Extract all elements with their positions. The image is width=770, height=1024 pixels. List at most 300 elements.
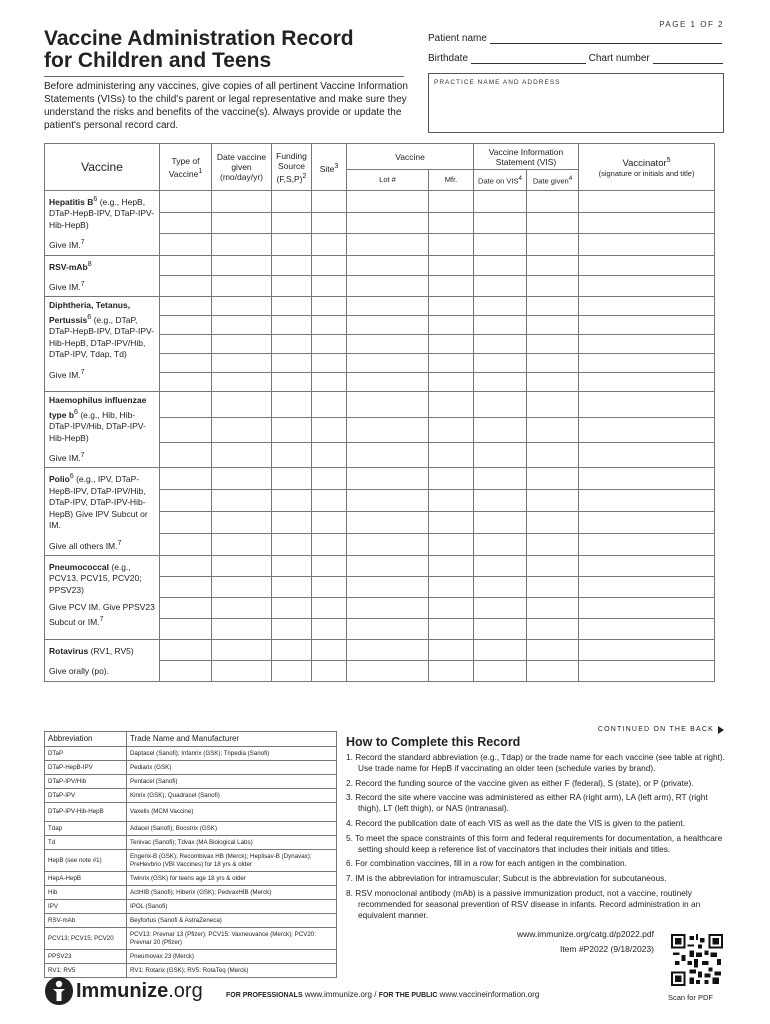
abbr-trade-name: Daptacel (Sanofi); Infanrix (GSK); Tripedia (Sanofi) xyxy=(127,747,337,761)
entry-cell[interactable] xyxy=(527,490,579,512)
entry-cell[interactable] xyxy=(312,556,347,577)
entry-cell[interactable] xyxy=(474,316,527,335)
entry-cell[interactable] xyxy=(429,316,474,335)
entry-cell[interactable] xyxy=(347,392,429,417)
entry-cell[interactable] xyxy=(312,598,347,619)
entry-cell[interactable] xyxy=(212,373,272,392)
entry-cell[interactable] xyxy=(474,490,527,512)
entry-cell[interactable] xyxy=(312,640,347,661)
entry-cell[interactable] xyxy=(429,234,474,256)
abbr-row xyxy=(45,761,337,775)
abbr-trade-name: IPOL (Sanofi) xyxy=(127,900,337,914)
entry-cell[interactable] xyxy=(160,316,212,335)
entry-cell[interactable] xyxy=(579,490,715,512)
entry-cell[interactable] xyxy=(579,335,715,354)
entry-cell[interactable] xyxy=(347,297,429,316)
vaccine-entry-row xyxy=(45,468,715,490)
entry-cell[interactable] xyxy=(429,255,474,276)
entry-cell[interactable] xyxy=(579,577,715,598)
abbr-row xyxy=(45,872,337,886)
pdf-url[interactable]: www.immunize.org/catg.d/p2022.pdf xyxy=(516,929,654,939)
entry-cell[interactable] xyxy=(527,512,579,534)
entry-cell[interactable] xyxy=(579,619,715,640)
entry-cell[interactable] xyxy=(160,191,212,213)
abbr-row xyxy=(45,886,337,900)
entry-cell[interactable] xyxy=(474,191,527,213)
entry-cell[interactable] xyxy=(474,255,527,276)
entry-cell[interactable] xyxy=(160,417,212,442)
entry-cell[interactable] xyxy=(312,191,347,213)
abbr-row xyxy=(45,836,337,850)
entry-cell[interactable] xyxy=(474,534,527,556)
entry-cell[interactable] xyxy=(312,276,347,297)
howto-title: How to Complete this Record xyxy=(346,735,521,749)
entry-cell[interactable] xyxy=(527,354,579,373)
entry-cell[interactable] xyxy=(474,373,527,392)
entry-cell[interactable] xyxy=(272,392,312,417)
entry-cell[interactable] xyxy=(347,212,429,234)
entry-cell[interactable] xyxy=(160,255,212,276)
entry-cell[interactable] xyxy=(212,417,272,442)
entry-cell[interactable] xyxy=(160,354,212,373)
patient-name-field[interactable] xyxy=(428,33,722,44)
header-date-given: Date vaccine given (mo/day/yr) xyxy=(212,144,272,191)
header-vaccine-group: Vaccine xyxy=(347,144,474,170)
entry-cell[interactable] xyxy=(312,660,347,681)
abbreviation-rows xyxy=(45,747,337,978)
entry-cell[interactable] xyxy=(212,191,272,213)
instruction-step: 5. To meet the space constraints of this form and federal requirements for documentation, a healthcare setting should keep a reference list of vaccinators that includes their initials and titles. xyxy=(346,832,723,854)
entry-cell[interactable] xyxy=(579,392,715,417)
entry-cell[interactable] xyxy=(272,234,312,256)
entry-cell[interactable] xyxy=(272,577,312,598)
entry-cell[interactable] xyxy=(160,556,212,577)
abbr-row xyxy=(45,775,337,789)
entry-cell[interactable] xyxy=(312,443,347,468)
entry-cell[interactable] xyxy=(160,490,212,512)
entry-cell[interactable] xyxy=(347,373,429,392)
header-site: Site$^3$ xyxy=(312,144,347,191)
entry-cell[interactable] xyxy=(527,373,579,392)
entry-cell[interactable] xyxy=(272,468,312,490)
entry-cell[interactable] xyxy=(160,373,212,392)
abbr-code: Td xyxy=(45,836,127,850)
instruction-step: 2. Record the funding source of the vaccine given as either F (federal), S (state), or P (private). xyxy=(346,777,694,788)
entry-cell[interactable] xyxy=(579,316,715,335)
entry-cell[interactable] xyxy=(347,490,429,512)
entry-cell[interactable] xyxy=(312,373,347,392)
entry-cell[interactable] xyxy=(527,276,579,297)
entry-cell[interactable] xyxy=(272,660,312,681)
entry-cell[interactable] xyxy=(347,276,429,297)
entry-cell[interactable] xyxy=(474,660,527,681)
vaccine-detail: (RV1, RV5) xyxy=(90,645,134,656)
entry-cell[interactable] xyxy=(527,234,579,256)
entry-cell[interactable] xyxy=(272,335,312,354)
entry-cell[interactable] xyxy=(579,276,715,297)
entry-cell[interactable] xyxy=(429,468,474,490)
entry-cell[interactable] xyxy=(429,660,474,681)
entry-cell[interactable] xyxy=(527,417,579,442)
vaccine-name-cell: RSV-mAb$^8$ Give IM.$^7$ xyxy=(45,255,160,297)
entry-cell[interactable] xyxy=(347,598,429,619)
entry-cell[interactable] xyxy=(160,212,212,234)
vaccine-name-cell: Polio$^6$ (e.g., IPV, DTaP-HepB-IPV, DTaP-IPV/Hib, DTaP-IPV, DTaP-IPV-Hib-HepB) Give IPV Subcut or IM. Give all others IM.$^7$ xyxy=(45,468,160,556)
footer-links: FOR PROFESSIONALS www.immunize.org / FOR THE PUBLIC www.vaccineinformation.org xyxy=(226,990,540,999)
entry-cell[interactable] xyxy=(160,392,212,417)
entry-cell[interactable] xyxy=(527,640,579,661)
abbr-code: DTaP-HepB-IPV xyxy=(45,761,127,775)
entry-cell[interactable] xyxy=(579,255,715,276)
entry-cell[interactable] xyxy=(527,443,579,468)
entry-cell[interactable] xyxy=(429,354,474,373)
entry-cell[interactable] xyxy=(579,640,715,661)
entry-cell[interactable] xyxy=(272,640,312,661)
abbr-trade-name: Adacel (Sanofi); Boostrix (GSK) xyxy=(127,822,337,836)
vaccine-give-route: Give IM.$^7$ xyxy=(49,238,85,251)
abbr-code: DTaP-IPV/Hib xyxy=(45,775,127,789)
entry-cell[interactable] xyxy=(429,335,474,354)
entry-cell[interactable] xyxy=(312,354,347,373)
vaccine-name-cell xyxy=(45,640,160,682)
entry-cell[interactable] xyxy=(579,191,715,213)
abbr-trade-name: Vaxelis (MCM Vaccine) xyxy=(127,803,337,822)
entry-cell[interactable] xyxy=(312,234,347,256)
vaccine-detail: (e.g., HepB, DTaP-HepB-IPV, DTaP-IPV-Hib-HepB) xyxy=(49,196,155,230)
entry-cell[interactable] xyxy=(272,417,312,442)
vaccine-detail: (e.g., PCV13, PCV15, PCV20; PPSV23) xyxy=(49,561,142,595)
entry-cell[interactable] xyxy=(212,468,272,490)
entry-cell[interactable] xyxy=(429,191,474,213)
entry-cell[interactable] xyxy=(212,212,272,234)
page-number: PAGE 1 OF 2 xyxy=(659,20,724,29)
entry-cell[interactable] xyxy=(347,534,429,556)
entry-cell[interactable] xyxy=(160,640,212,661)
vaccine-detail: (e.g., DTaP, DTaP-HepB-IPV, DTaP-IPV-Hib-HepB, DTaP-IPV/Hib, DTaP-IPV, Tdap, Td) xyxy=(49,314,155,360)
entry-cell[interactable] xyxy=(272,534,312,556)
entry-cell[interactable] xyxy=(160,297,212,316)
entry-cell[interactable] xyxy=(312,577,347,598)
entry-cell[interactable] xyxy=(272,443,312,468)
abbr-row xyxy=(45,822,337,836)
abbr-row xyxy=(45,914,337,928)
entry-cell[interactable] xyxy=(527,392,579,417)
header-vaccine: Vaccine xyxy=(45,144,160,191)
entry-cell[interactable] xyxy=(429,443,474,468)
vaccine-entry-row xyxy=(45,191,715,213)
entry-cell[interactable] xyxy=(312,335,347,354)
entry-cell[interactable] xyxy=(272,276,312,297)
entry-cell[interactable] xyxy=(474,417,527,442)
entry-cell[interactable] xyxy=(429,490,474,512)
entry-cell[interactable] xyxy=(212,512,272,534)
entry-cell[interactable] xyxy=(347,619,429,640)
entry-cell[interactable] xyxy=(474,212,527,234)
abbr-trade-name: Pneumovax 23 (Merck) xyxy=(127,950,337,964)
entry-cell[interactable] xyxy=(312,490,347,512)
entry-cell[interactable] xyxy=(347,335,429,354)
header-type: Type of Vaccine$^1$ xyxy=(160,144,212,191)
intro-text: Before administering any vaccines, give copies of all pertinent Vaccine Information Statements (VISs) to the child's parent or legal representative and make sure they understand the risks and benefits of the vaccine(s). Always provide or update the patient's personal record card. xyxy=(44,81,408,131)
entry-cell[interactable] xyxy=(429,297,474,316)
instruction-step: 3. Record the site where vaccine was administered as either RA (right arm), LA (left arm), RT (right thigh), LT (left thigh), or NAS (intranasal). xyxy=(346,792,708,814)
header-mfr: Mfr. xyxy=(429,170,474,191)
entry-cell[interactable] xyxy=(429,534,474,556)
entry-cell[interactable] xyxy=(474,335,527,354)
abbr-trade-name: RV1: Rotarix (GSK); RV5: RotaTeq (Merck) xyxy=(127,964,337,978)
entry-cell[interactable] xyxy=(160,468,212,490)
entry-cell[interactable] xyxy=(347,660,429,681)
entry-cell[interactable] xyxy=(160,577,212,598)
entry-cell[interactable] xyxy=(160,443,212,468)
entry-cell[interactable] xyxy=(474,468,527,490)
entry-cell[interactable] xyxy=(212,297,272,316)
entry-cell[interactable] xyxy=(272,619,312,640)
header-lot: Lot # xyxy=(347,170,429,191)
entry-cell[interactable] xyxy=(579,534,715,556)
entry-cell[interactable] xyxy=(429,619,474,640)
entry-cell[interactable] xyxy=(527,191,579,213)
birthdate-field[interactable] xyxy=(428,53,723,64)
abbr-header-trade-name: Trade Name and Manufacturer xyxy=(127,732,337,747)
practice-label: PRACTICE NAME AND ADDRESS xyxy=(434,79,561,86)
entry-cell[interactable] xyxy=(474,512,527,534)
entry-cell[interactable] xyxy=(312,619,347,640)
entry-cell[interactable] xyxy=(212,660,272,681)
entry-cell[interactable] xyxy=(474,443,527,468)
entry-cell[interactable] xyxy=(312,417,347,442)
entry-cell[interactable] xyxy=(527,534,579,556)
patient-name-line[interactable] xyxy=(490,33,722,44)
entry-cell[interactable] xyxy=(272,373,312,392)
vaccine-give-route: Give IM.$^7$ xyxy=(49,367,85,380)
abbr-trade-name: Tenivac (Sanofi); Tdvax (MA Biological Labs) xyxy=(127,836,337,850)
public-link[interactable]: www.vaccineinformation.org xyxy=(439,990,540,999)
abbr-code: DTaP-IPV-Hib-HepB xyxy=(45,803,127,822)
abbr-row xyxy=(45,850,337,872)
entry-cell[interactable] xyxy=(347,443,429,468)
entry-cell[interactable] xyxy=(429,556,474,577)
abbr-trade-name: Kinrix (GSK); Quadracel (Sanofi) xyxy=(127,789,337,803)
entry-cell[interactable] xyxy=(429,212,474,234)
patient-name-label: Patient name xyxy=(428,33,487,44)
entry-cell[interactable] xyxy=(527,577,579,598)
entry-cell[interactable] xyxy=(160,234,212,256)
entry-cell[interactable] xyxy=(212,598,272,619)
entry-cell[interactable] xyxy=(212,640,272,661)
abbr-trade-name: ActHIB (Sanofi); Hiberix (GSK); PedvaxHIB (Merck) xyxy=(127,886,337,900)
abbr-trade-name: Pediarix (GSK) xyxy=(127,761,337,775)
header-vis-group: Vaccine Information Statement (VIS) xyxy=(474,144,579,170)
vaccine-name: Haemophilus influenzae type b xyxy=(49,395,147,420)
entry-cell[interactable] xyxy=(579,512,715,534)
entry-cell[interactable] xyxy=(347,234,429,256)
entry-cell[interactable] xyxy=(474,556,527,577)
entry-cell[interactable] xyxy=(474,276,527,297)
entry-cell[interactable] xyxy=(212,316,272,335)
instruction-step: 6. For combination vaccines, fill in a row for each antigen in the combination. xyxy=(346,858,627,869)
entry-cell[interactable] xyxy=(527,212,579,234)
entry-cell[interactable] xyxy=(474,619,527,640)
entry-cell[interactable] xyxy=(212,234,272,256)
arrow-right-icon xyxy=(718,726,724,734)
entry-cell[interactable] xyxy=(312,316,347,335)
entry-cell[interactable] xyxy=(212,392,272,417)
entry-cell[interactable] xyxy=(474,598,527,619)
entry-cell[interactable] xyxy=(347,468,429,490)
abbr-trade-name: Pentacel (Sanofi) xyxy=(127,775,337,789)
entry-cell[interactable] xyxy=(527,316,579,335)
entry-cell[interactable] xyxy=(579,234,715,256)
entry-cell[interactable] xyxy=(527,619,579,640)
vaccine-name-cell: Diphtheria, Tetanus, Pertussis$^6$ (e.g., DTaP, DTaP-HepB-IPV, DTaP-IPV-Hib-HepB, DTaP-IPV/Hib, DTaP-IPV, Tdap, Td) Give IM.$^7$ xyxy=(45,297,160,392)
pro-link[interactable]: www.immunize.org xyxy=(304,990,372,999)
entry-cell[interactable] xyxy=(312,392,347,417)
entry-cell[interactable] xyxy=(429,640,474,661)
vaccine-name: RSV-mAb xyxy=(49,261,88,272)
qr-label: Scan for PDF xyxy=(668,993,714,1002)
entry-cell[interactable] xyxy=(527,660,579,681)
entry-cell[interactable] xyxy=(527,468,579,490)
entry-cell[interactable] xyxy=(160,598,212,619)
entry-cell[interactable] xyxy=(474,392,527,417)
entry-cell[interactable] xyxy=(579,212,715,234)
entry-cell[interactable] xyxy=(160,512,212,534)
entry-cell[interactable] xyxy=(212,354,272,373)
entry-cell[interactable] xyxy=(474,234,527,256)
entry-cell[interactable] xyxy=(160,276,212,297)
entry-cell[interactable] xyxy=(347,316,429,335)
entry-cell[interactable] xyxy=(160,660,212,681)
entry-cell[interactable] xyxy=(527,255,579,276)
entry-cell[interactable] xyxy=(347,556,429,577)
vaccine-give-route: Give IM.$^7$ xyxy=(49,279,85,292)
entry-cell[interactable] xyxy=(527,598,579,619)
entry-cell[interactable] xyxy=(212,255,272,276)
entry-cell[interactable] xyxy=(272,354,312,373)
vaccine-entry-row xyxy=(45,392,715,417)
entry-cell[interactable] xyxy=(347,191,429,213)
entry-cell[interactable] xyxy=(312,512,347,534)
abbr-row xyxy=(45,900,337,914)
entry-cell[interactable] xyxy=(527,297,579,316)
entry-cell[interactable] xyxy=(312,255,347,276)
practice-address-box[interactable] xyxy=(428,73,724,133)
entry-cell[interactable] xyxy=(429,512,474,534)
entry-cell[interactable] xyxy=(579,556,715,577)
entry-cell[interactable] xyxy=(579,297,715,316)
abbr-code: HepB (see note #1) xyxy=(45,850,127,872)
entry-cell[interactable] xyxy=(272,512,312,534)
entry-cell[interactable] xyxy=(212,276,272,297)
entry-cell[interactable] xyxy=(579,417,715,442)
entry-cell[interactable] xyxy=(579,373,715,392)
entry-cell[interactable] xyxy=(312,534,347,556)
immunize-logo-icon xyxy=(44,975,74,1007)
entry-cell[interactable] xyxy=(272,556,312,577)
entry-cell[interactable] xyxy=(272,297,312,316)
abbr-row xyxy=(45,928,337,950)
entry-cell[interactable] xyxy=(579,598,715,619)
vaccine-entry-row xyxy=(45,556,715,577)
abbr-trade-name: Engerix-B (GSK); Recombivax HB (Merck); Heplisav-B (Dynavax); PreHevbrio (VBI Vaccines) for 18 yrs & older xyxy=(127,850,337,872)
entry-cell[interactable] xyxy=(212,619,272,640)
title-line-1: Vaccine Administration Record xyxy=(44,27,354,50)
entry-cell[interactable] xyxy=(212,534,272,556)
entry-cell[interactable] xyxy=(474,577,527,598)
entry-cell[interactable] xyxy=(212,490,272,512)
entry-cell[interactable] xyxy=(312,297,347,316)
entry-cell[interactable] xyxy=(347,640,429,661)
entry-cell[interactable] xyxy=(212,577,272,598)
vaccine-detail: (e.g., IPV, DTaP-HepB-IPV, DTaP-IPV/Hib, DTaP-IPV, DTaP-IPV-Hib-HepB) Give IPV Subcut or IM. xyxy=(49,474,148,531)
entry-cell[interactable] xyxy=(527,335,579,354)
entry-cell[interactable] xyxy=(347,255,429,276)
vaccine-give-route: Give all others IM.$^7$ xyxy=(49,538,122,551)
vaccine-name: Diphtheria, Tetanus, Pertussis xyxy=(49,300,131,325)
entry-cell[interactable] xyxy=(429,276,474,297)
entry-cell[interactable] xyxy=(579,468,715,490)
birthdate-line[interactable] xyxy=(471,53,586,64)
vaccine-name-cell: Hepatitis $B^6$ (e.g., HepB, DTaP-HepB-IPV, DTaP-IPV-Hib-HepB) Give IM.$^7$ xyxy=(45,191,160,256)
entry-cell[interactable] xyxy=(429,373,474,392)
entry-cell[interactable] xyxy=(579,354,715,373)
entry-cell[interactable] xyxy=(312,212,347,234)
vaccine-name-cell: Haemophilus influenzae type $b^6$ (e.g., Hib, Hib-DTaP-IPV/Hib, DTaP-IPV-Hib-HepB) Give IM.$^7$ xyxy=(45,392,160,468)
abbr-trade-name: Twinrix (GSK) for teens age 18 yrs & older xyxy=(127,872,337,886)
entry-cell[interactable] xyxy=(272,212,312,234)
vaccine-name-cell xyxy=(45,556,160,640)
entry-cell[interactable] xyxy=(312,468,347,490)
entry-cell[interactable] xyxy=(212,443,272,468)
entry-cell[interactable] xyxy=(474,354,527,373)
entry-cell[interactable] xyxy=(579,660,715,681)
entry-cell[interactable] xyxy=(272,191,312,213)
entry-cell[interactable] xyxy=(347,577,429,598)
abbr-code: PPSV23 xyxy=(45,950,127,964)
entry-cell[interactable] xyxy=(474,640,527,661)
entry-cell[interactable] xyxy=(272,598,312,619)
entry-cell[interactable] xyxy=(160,335,212,354)
abbr-code: RV1; RV5 xyxy=(45,964,127,978)
entry-cell[interactable] xyxy=(272,316,312,335)
entry-cell[interactable] xyxy=(272,255,312,276)
chart-number-line[interactable] xyxy=(653,53,723,64)
entry-cell[interactable] xyxy=(474,297,527,316)
abbr-trade-name: Beyfortus (Sanofi & AstraZeneca) xyxy=(127,914,337,928)
entry-cell[interactable] xyxy=(527,556,579,577)
entry-cell[interactable] xyxy=(347,354,429,373)
entry-cell[interactable] xyxy=(212,335,272,354)
abbr-header-abbreviation: Abbreviation xyxy=(45,732,127,747)
entry-cell[interactable] xyxy=(160,534,212,556)
entry-cell[interactable] xyxy=(212,556,272,577)
abbr-row xyxy=(45,950,337,964)
entry-cell[interactable] xyxy=(429,392,474,417)
entry-cell[interactable] xyxy=(429,417,474,442)
entry-cell[interactable] xyxy=(347,417,429,442)
entry-cell[interactable] xyxy=(160,619,212,640)
entry-cell[interactable] xyxy=(347,512,429,534)
abbreviation-table xyxy=(44,731,337,978)
qr-code-icon[interactable] xyxy=(671,934,723,986)
entry-cell[interactable] xyxy=(272,490,312,512)
vaccine-name: Pneumococcal xyxy=(49,561,109,572)
item-number: Item #P2022 (9/18/2023) xyxy=(559,944,654,954)
entry-cell[interactable] xyxy=(429,577,474,598)
entry-cell[interactable] xyxy=(429,598,474,619)
entry-cell[interactable] xyxy=(579,443,715,468)
